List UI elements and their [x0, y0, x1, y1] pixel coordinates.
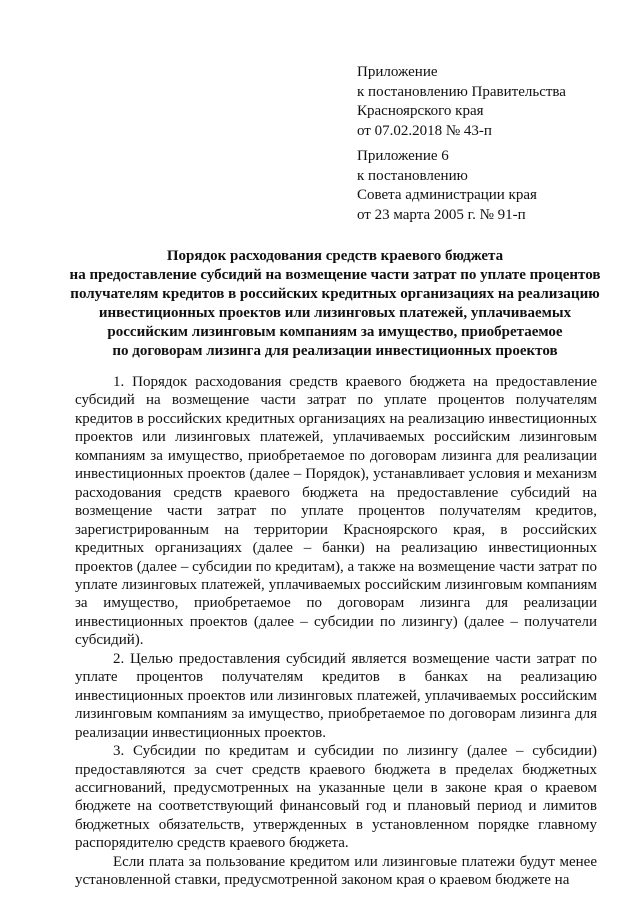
appendix-line: к постановлению [357, 167, 468, 184]
title-line: российским лизинговым компаниям за имущество, приобретаемое [107, 324, 563, 340]
document-title [50, 247, 620, 361]
appendix-header-6 [357, 147, 537, 225]
title-line: Порядок расходования средств краевого бюджета [166, 248, 504, 264]
appendix-line: Приложение [357, 64, 438, 80]
title-line: получателям кредитов в российских кредитных организациях на реализацию [70, 286, 600, 302]
appendix-line: от 23 марта 2005 г. № 91-п [357, 206, 526, 223]
appendix-line: от 07.02.2018 № 43-п [357, 122, 492, 139]
document-body [75, 373, 597, 890]
appendix-line: к постановлению Правительства [357, 83, 566, 100]
title-line: по договорам лизинга для реализации инвестиционных проектов [112, 343, 558, 359]
title-line: инвестиционных проектов или лизинговых платежей, уплачиваемых [98, 305, 572, 321]
paragraph-1: 1. Порядок расходования средств краевого бюджета на предоставление субсидий на возмещение части затрат по уплате процентов получателям кредитов в российских кредитных организациях на реализацию инвестиционных проектов или лизинговых платежей, уплачиваемых российским лизинговым компаниям за имущество, приобретаемое по договорам лизинга для реализации инвестиционных проектов (далее – Порядок), устанавливает условия и механизм расходования средств краевого бюджета на предоставление субсидий на возмещение части затрат по уплате процентов получателям кредитов, зарегистрированным на территории Красноярского края, в российских кредитных организациях (далее – банки) на реализацию инвестиционных проектов (далее – субсидии по кредитам), а также на возмещение части затрат по уплате лизинговых платежей, уплачиваемых российским лизинговым компаниям за имущество, приобретаемое по договорам лизинга для реализации инвестиционных проектов (далее – субсидии по лизингу) (далее – получатели субсидий). [75, 374, 597, 649]
paragraph-4: Если плата за пользование кредитом или лизинговые платежи будут менее установленной ставки, предусмотренной законом края о краевом бюджете на [75, 853, 597, 889]
title-line: на предоставление субсидий на возмещение части затрат по уплате процентов [69, 267, 601, 283]
paragraph-2: 2. Целью предоставления субсидий является возмещение части затрат по уплате процентов получателям кредитов в банках на реализацию инвестиционных проектов или лизинговых платежей, уплачиваемых российским лизинговым компаниям за имущество, приобретаемое по договорам лизинга для реализации инвестиционных проектов. [75, 650, 597, 741]
appendix-line: Приложение 6 [357, 148, 449, 164]
paragraph-3: 3. Субсидии по кредитам и субсидии по лизингу (далее – субсидии) предоставляются за счет средств краевого бюджета в пределах бюджетных ассигнований, предусмотренных на указанные цели в законе края о краевом бюджете на соответствующий финансовый год и плановый период и лимитов бюджетных обязательств, утвержденных в установленном порядке главному распорядителю средств краевого бюджета. [75, 743, 597, 852]
appendix-line: Совета администрации края [357, 187, 537, 203]
appendix-line: Красноярского края [357, 103, 484, 119]
appendix-header-main [357, 63, 566, 141]
